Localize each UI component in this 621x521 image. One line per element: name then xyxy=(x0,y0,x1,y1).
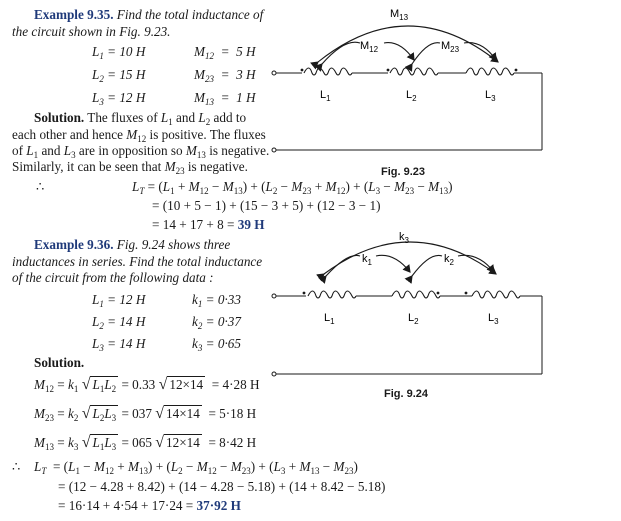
given-m23: $M_{23} = 3$ H xyxy=(194,67,256,84)
dot-l2 xyxy=(387,69,390,72)
solution-35-line1: Solution. The fluxes of $L_1$ and $L_2$ add to xyxy=(34,110,247,127)
dot-l3 xyxy=(515,69,518,72)
label-m23: $M_{23}$ xyxy=(441,40,460,54)
fig-9-23-caption: Fig. 9.23 xyxy=(381,166,426,178)
given-l2: $L_2 = 15$ H xyxy=(92,67,146,84)
k2-arc-left xyxy=(412,255,442,276)
coil-l1 xyxy=(304,68,352,75)
m12-equation: $M_{12} = k_1$ √ $L_1L_2 = 0.33$ √ 12×14 = 4·28 H xyxy=(34,376,260,394)
example-35-question-b: the circuit shown in Fig. 9.23. xyxy=(12,24,171,39)
k1-arc-left xyxy=(326,255,360,276)
given-l1: $L_1 = 10$ H xyxy=(92,44,146,61)
lt-35-eq2: = (10 + 5 − 1) + (15 − 3 + 5) + (12 − 3 − 1) xyxy=(152,198,381,213)
given-m13: $M_{13} = 1$ H xyxy=(194,90,256,107)
given-36-l3: $L_3 = 14$ H xyxy=(92,336,146,353)
therefore-35: ∴ xyxy=(36,179,45,194)
coil-l2 xyxy=(390,68,438,75)
example-36-heading-line xyxy=(34,236,230,253)
label-l3: $L_3$ xyxy=(485,89,496,103)
given-m12: $M_{12} = 5$ H xyxy=(194,44,256,61)
lt-35-eq3-prefix: = 14 + 17 + 8 = xyxy=(152,217,235,232)
example-36-question-1: Fig. 9.24 shows three xyxy=(116,237,231,252)
example-35-heading: Example 9.35. xyxy=(34,7,114,22)
coil-l3 xyxy=(466,68,514,75)
label-24-l3: $L_3$ xyxy=(488,312,499,326)
lt-35-eq3 xyxy=(152,217,265,233)
label-k3: $k_3$ xyxy=(399,231,409,245)
given-k1: $k_1 = 0\cdot 33$ xyxy=(192,292,241,309)
label-l1: $L_1$ xyxy=(320,89,331,103)
figure-9-24 xyxy=(260,222,560,382)
figure-9-23 xyxy=(260,0,560,180)
lt-36-eq1: $L_T = (L_1 - M_{12} + M_{13}) + (L_2 - M_{12} - M_{23}) + (L_3 + M_{13} - M_{23})$ xyxy=(34,459,358,476)
solution-35-line2: each other and hence $M_{12}$ is positive. The fluxes xyxy=(12,127,266,144)
therefore-36: ∴ xyxy=(12,459,21,474)
label-k1: $k_1$ xyxy=(362,253,372,267)
m13-arc xyxy=(318,26,498,62)
lt-36-eq3 xyxy=(58,498,241,514)
label-m12: $M_{12}$ xyxy=(360,40,379,54)
example-35-question-a: Find the total inductance of xyxy=(116,7,264,22)
terminal-top xyxy=(272,71,276,75)
solution-35-line4: Similarly, it can be seen that $M_{23}$ is negative. xyxy=(12,159,248,176)
lt-35-eq3-result: 39 H xyxy=(237,217,265,232)
given-36-l2: $L_2 = 14$ H xyxy=(92,314,146,331)
lt-36-eq2: = (12 − 4.28 + 8.42) + (14 − 4.28 − 5.18) + (14 + 8.42 − 5.18) xyxy=(58,479,386,494)
m23-equation: $M_{23} = k_2$ √ $L_2L_3 = 037$ √ 14×14 = 5·18 H xyxy=(34,405,257,423)
terminal-24-top xyxy=(272,294,276,298)
example-35-heading-line xyxy=(34,6,263,23)
m23-arc-left xyxy=(412,43,440,64)
terminal-bottom xyxy=(272,148,276,152)
lt-36-eq3-result: 37·92 H xyxy=(196,498,241,513)
given-k3: $k_3 = 0\cdot 65$ xyxy=(192,336,241,353)
example-36-question-3: of the circuit from the following data : xyxy=(12,270,214,285)
label-l2: $L_2$ xyxy=(406,89,417,103)
k3-arc xyxy=(324,242,496,274)
terminal-24-bottom xyxy=(272,372,276,376)
k2-arc-right xyxy=(458,255,494,272)
given-k2: $k_2 = 0\cdot 37$ xyxy=(192,314,241,331)
example-36-question-2: inductances in series. Find the total inductance xyxy=(12,254,263,269)
coil-24-l2 xyxy=(392,291,440,298)
dot-l1 xyxy=(301,69,304,72)
given-36-l1: $L_1 = 12$ H xyxy=(92,292,146,309)
solution-35-line3: of $L_1$ and $L_3$ are in opposition so $M_{13}$ is negative. xyxy=(12,143,270,160)
label-k2: $k_2$ xyxy=(444,253,454,267)
label-24-l2: $L_2$ xyxy=(408,312,419,326)
coil-24-l3 xyxy=(472,291,520,298)
example-36-heading: Example 9.36. xyxy=(34,237,114,252)
dot-24-l3 xyxy=(465,292,468,295)
m12-arc-right xyxy=(384,43,414,60)
k1-arc-right xyxy=(376,255,410,272)
label-m13: $M_{13}$ xyxy=(390,8,409,22)
given-l3: $L_3 = 12$ H xyxy=(92,90,146,107)
lt-35-eq1: $L_T = (L_1 + M_{12} - M_{13}) + (L_2 - M_{23} + M_{12}) + (L_3 - M_{23} - M_{13})$ xyxy=(132,179,453,196)
fig-9-24-caption: Fig. 9.24 xyxy=(384,388,429,400)
lt-36-eq3-prefix: = 16·14 + 4·54 + 17·24 = xyxy=(58,498,194,513)
solution-35-label: Solution. xyxy=(34,110,85,125)
label-24-l1: $L_1$ xyxy=(324,312,335,326)
dot-24-l2 xyxy=(437,292,440,295)
m13-equation: $M_{13} = k_3$ √ $L_1L_3 = 065$ √ 12×14 = 8·42 H xyxy=(34,434,257,452)
coil-24-l1 xyxy=(308,291,356,298)
dot-24-l1 xyxy=(303,292,306,295)
solution-36-label: Solution. xyxy=(34,355,85,370)
